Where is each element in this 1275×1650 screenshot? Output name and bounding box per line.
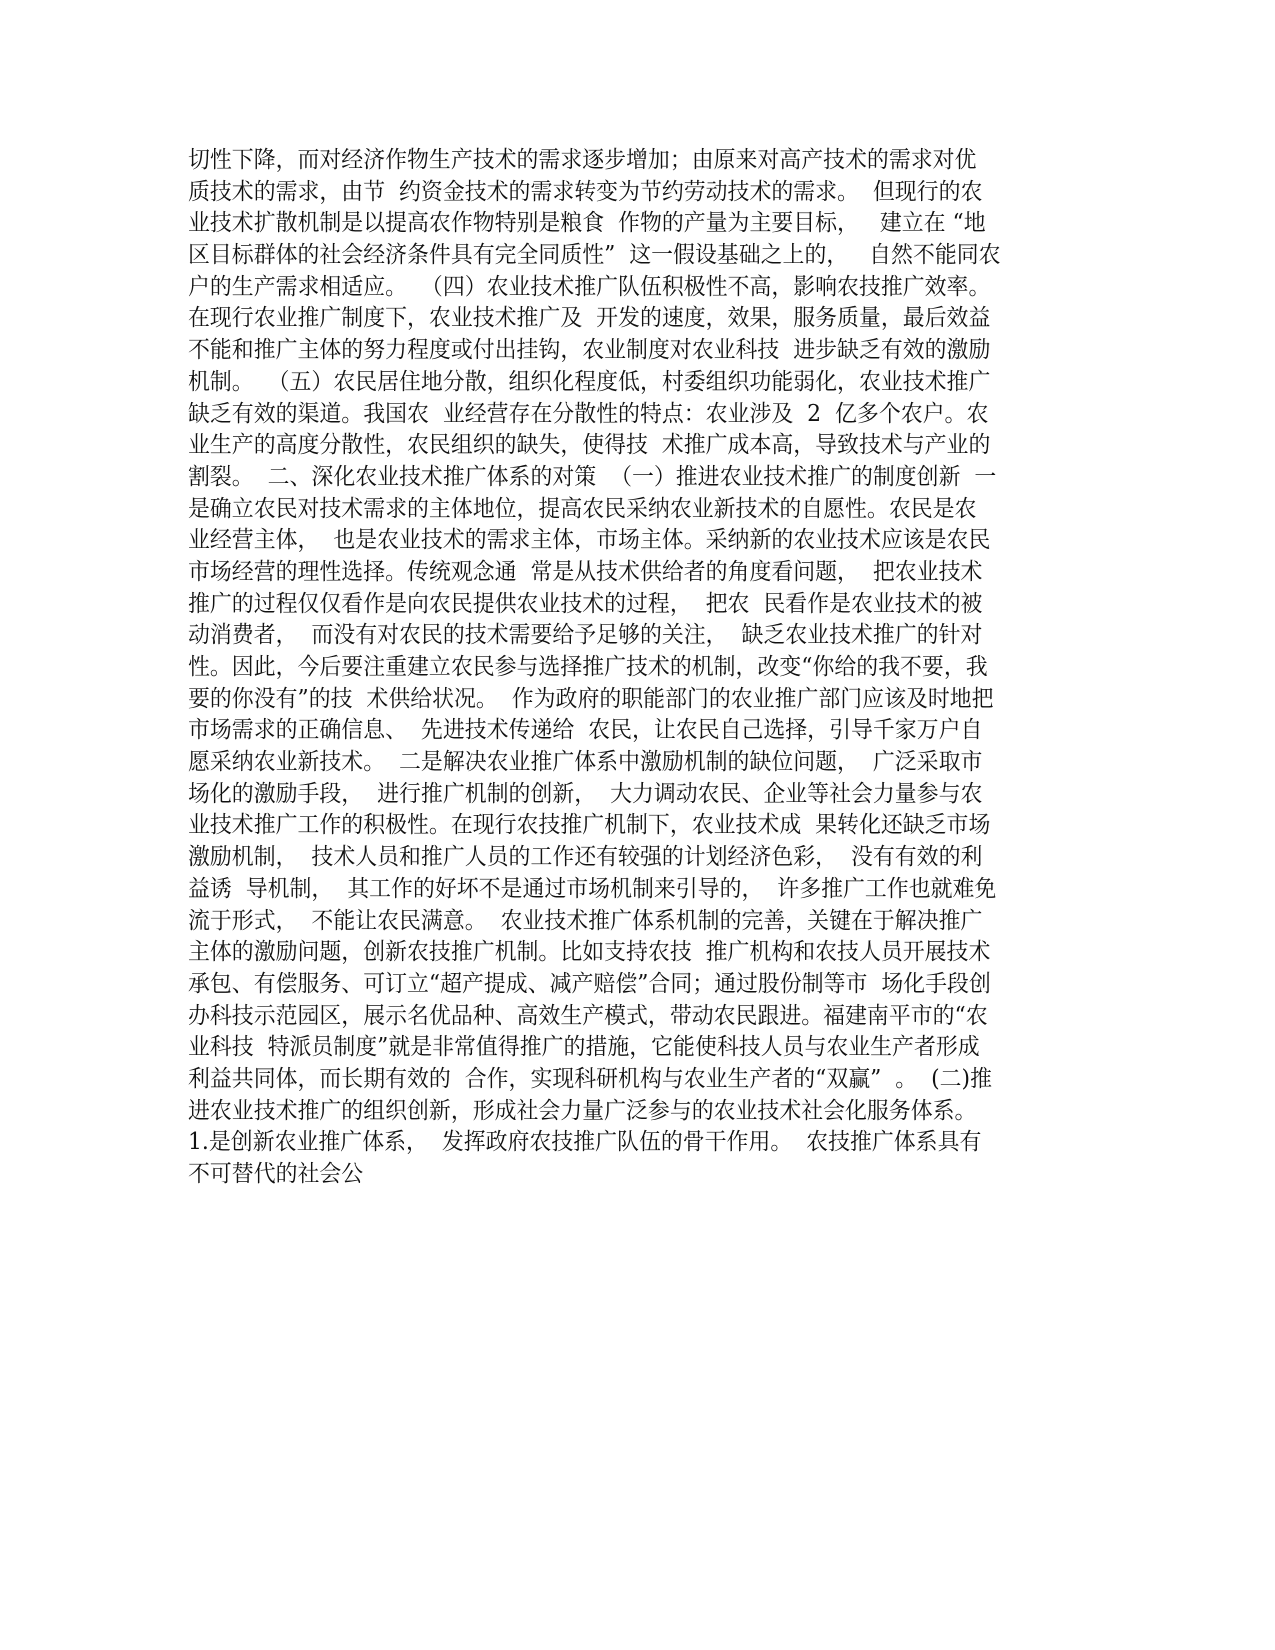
text-line: 户的生产需求相适应。 （四）农业技术推广队伍积极性不高，影响农技推广效率。 — [188, 273, 991, 300]
text-line: 质技术的需求，由节 约资金技术的需求转变为节约劳动技术的需求。 但现行的农 — [188, 178, 983, 205]
text-line: 切性下降，而对经济作物生产技术的需求逐步增加；由原来对高产技术的需求对优 — [188, 147, 977, 173]
text-line: 性。因此，今后要注重建立农民参与选择推广技术的机制，改变“你给的我不要，我 — [188, 654, 988, 680]
text-line: 业技术扩散机制是以提高农作物特别是粮食 作物的产量为主要目标， 建立在 “地 — [188, 210, 986, 237]
text-line: 益诱 导机制， 其工作的好坏不是通过市场机制来引导的， 许多推广工作也就难免 — [188, 875, 997, 902]
text-line: 市场经营的理性选择。传统观念通 常是从技术供给者的角度看问题， 把农业技术 — [188, 558, 983, 585]
text-line: 业科技 特派员制度”就是非常值得推广的措施，它能使科技人员与农业生产者形成 — [188, 1034, 980, 1061]
text-line: 要的你没有”的技 术供给状况。 作为政府的职能部门的农业推广部门应该及时地把 — [188, 685, 994, 712]
text-line: 愿采纳农业新技术。 二是解决农业推广体系中激励机制的缺位问题， 广泛采取市 — [188, 749, 983, 776]
text-line: 承包、有偿服务、可订立“超产提成、减产赔偿”合同；通过股份制等市 场化手段创 — [188, 970, 991, 997]
text-line: 推广的过程仅仅看作是向农民提供农业技术的过程， 把农 民看作是农业技术的被 — [188, 590, 983, 617]
text-line: 流于形式， 不能让农民满意。 农业技术推广体系机制的完善，关键在于解决推广 — [188, 907, 983, 934]
text-line: 业经营主体， 也是农业技术的需求主体，市场主体。采纳新的农业技术应该是农民 — [188, 527, 991, 554]
text-line: 1.是创新农业推广体系， 发挥政府农技推广队伍的骨干作用。 农技推广体系具有 — [188, 1129, 982, 1156]
text-line: 不可替代的社会公 — [188, 1161, 364, 1187]
text-line: 激励机制， 技术人员和推广人员的工作还有较强的计划经济色彩， 没有有效的利 — [188, 844, 983, 871]
text-line: 是确立农民对技术需求的主体地位，提高农民采纳农业新技术的自愿性。农民是农 — [188, 495, 977, 522]
text-line: 业技术推广工作的积极性。在现行农技推广机制下，农业技术成 果转化还缺乏市场 — [188, 812, 991, 839]
text-line: 利益共同体，而长期有效的 合作，实现科研机构与农业生产者的“双赢” 。 (二)推 — [188, 1065, 993, 1092]
text-line: 缺乏有效的渠道。我国农 业经营存在分散性的特点：农业涉及 2 亿多个农户。农 — [188, 400, 989, 427]
text-line: 动消费者， 而没有对农民的技术需要给予足够的关注， 缺乏农业技术推广的针对 — [188, 622, 983, 649]
document-body — [188, 145, 1088, 1191]
text-line: 在现行农业推广制度下，农业技术推广及 开发的速度，效果，服务质量，最后效益 — [188, 305, 991, 332]
text-line: 办科技示范园区，展示名优品种、高效生产模式，带动农民跟进。福建南平市的“农 — [188, 1002, 988, 1029]
text-line: 业生产的高度分散性，农民组织的缺失，使得技 术推广成本高，导致技术与产业的 — [188, 432, 991, 459]
text-line: 市场需求的正确信息、 先进技术传递给 农民，让农民自己选择，引导千家万户自 — [188, 717, 983, 744]
text-line: 不能和推广主体的努力程度或付出挂钩，农业制度对农业科技 进步缺乏有效的激励 — [188, 337, 991, 364]
text-line: 场化的激励手段， 进行推广机制的创新， 大力调动农民、企业等社会力量参与农 — [188, 780, 983, 807]
text-line: 割裂。 二、深化农业技术推广体系的对策 （一）推进农业技术推广的制度创新 一 — [188, 463, 997, 490]
text-line: 进农业技术推广的组织创新，形成社会力量广泛参与的农业技术社会化服务体系。 — [188, 1097, 977, 1124]
text-line: 区目标群体的社会经济条件具有完全同质性” 这一假设基础之上的， 自然不能同农 — [188, 242, 1001, 269]
text-line: 机制。 （五）农民居住地分散，组织化程度低，村委组织功能弱化，农业技术推广 — [188, 368, 991, 395]
text-line: 主体的激励问题，创新农技推广机制。比如支持农技 推广机构和农技人员开展技术 — [188, 939, 991, 966]
